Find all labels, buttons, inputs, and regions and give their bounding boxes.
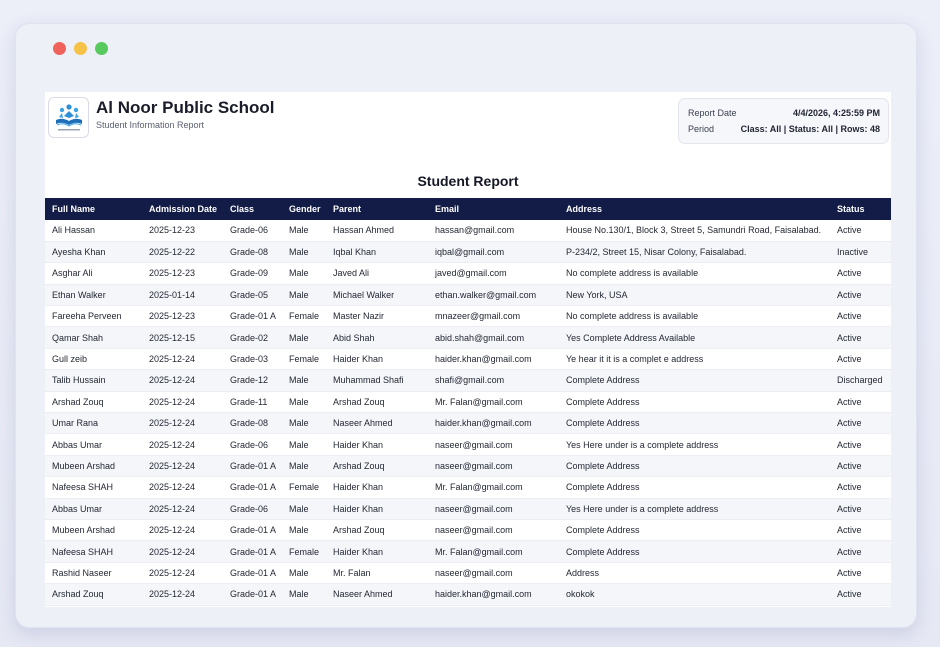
gender-cell: Male xyxy=(282,370,326,391)
gender-cell: Male xyxy=(282,263,326,284)
table-row[interactable] xyxy=(45,519,891,540)
full-name-cell: Nafeesa SHAH xyxy=(45,477,142,498)
report-subtitle: Student Information Report xyxy=(96,120,205,130)
email-cell: naseer@gmail.com xyxy=(428,498,559,519)
address-cell: New York, USA xyxy=(559,284,830,305)
gender-cell: Male xyxy=(282,220,326,241)
email-cell: Mr. Falan@gmail.com xyxy=(428,391,559,412)
parent-cell: Haider Khan xyxy=(326,498,428,519)
admission-date-cell: 2025-12-24 xyxy=(142,477,223,498)
gender-cell: Female xyxy=(282,348,326,369)
gender-cell: Male xyxy=(282,562,326,583)
parent-cell: Mr. Falan xyxy=(326,562,428,583)
gender-cell: Male xyxy=(282,241,326,262)
full-name-cell: Mubeen Arshad xyxy=(45,455,142,476)
parent-cell: Haider Khan xyxy=(326,434,428,455)
parent-cell: Arshad Zouq xyxy=(326,519,428,540)
status-cell: Active xyxy=(830,263,891,284)
gender-cell: Male xyxy=(282,284,326,305)
class-cell: Grade-05 xyxy=(223,284,282,305)
address-cell: Address xyxy=(559,562,830,583)
class-cell: Grade-11 xyxy=(223,391,282,412)
status-cell: Active xyxy=(830,220,891,241)
parent-cell: Arshad Zouq xyxy=(326,391,428,412)
admission-date-cell: 2025-01-14 xyxy=(142,284,223,305)
app-window xyxy=(15,23,917,628)
table-row[interactable] xyxy=(45,306,891,327)
class-cell: Grade-08 xyxy=(223,241,282,262)
class-cell: Grade-01 A xyxy=(223,306,282,327)
email-cell: Mr. Falan@gmail.com xyxy=(428,477,559,498)
admission-date-cell: 2025-12-24 xyxy=(142,455,223,476)
status-cell: Active xyxy=(830,519,891,540)
status-cell: Active xyxy=(830,477,891,498)
table-row[interactable] xyxy=(45,241,891,262)
admission-date-cell: 2025-12-24 xyxy=(142,348,223,369)
school-name: Al Noor Public School xyxy=(96,98,275,117)
email-cell: haider.khan@gmail.com xyxy=(428,584,559,605)
email-cell: Mr. Falan@gmail.com xyxy=(428,541,559,562)
status-cell: Active xyxy=(830,584,891,605)
email-cell: ethan.walker@gmail.com xyxy=(428,284,559,305)
parent-cell: Javed Ali xyxy=(326,263,428,284)
class-cell: Grade-06 xyxy=(223,434,282,455)
email-cell: haider.khan@gmail.com xyxy=(428,348,559,369)
class-cell: Grade-06 xyxy=(223,498,282,519)
admission-date-cell: 2025-12-24 xyxy=(142,541,223,562)
address-cell: Complete Address xyxy=(559,519,830,540)
address-cell: Complete Address xyxy=(559,413,830,434)
period-row xyxy=(688,124,880,138)
gender-cell: Male xyxy=(282,434,326,455)
gender-cell: Male xyxy=(282,455,326,476)
status-cell: Active xyxy=(830,413,891,434)
parent-cell: Abid Shah xyxy=(326,327,428,348)
table-row[interactable] xyxy=(45,455,891,476)
email-cell: hassan@gmail.com xyxy=(428,220,559,241)
parent-cell: Haider Khan xyxy=(326,348,428,369)
parent-cell: Haider Khan xyxy=(326,477,428,498)
email-cell: naseer@gmail.com xyxy=(428,455,559,476)
minimize-window-button[interactable] xyxy=(74,42,87,55)
table-row[interactable] xyxy=(45,220,891,241)
full-name-cell: Talib Hussain xyxy=(45,370,142,391)
admission-date-cell: 2025-12-24 xyxy=(142,370,223,391)
address-cell: Complete Address xyxy=(559,541,830,562)
report-date-value: 4/4/2026, 4:25:59 PM xyxy=(792,108,880,118)
email-cell: iqbal@gmail.com xyxy=(428,241,559,262)
parent-cell: Arshad Zouq xyxy=(326,455,428,476)
parent-cell: Master Nazir xyxy=(326,306,428,327)
class-cell: Grade-02 xyxy=(223,327,282,348)
table-row[interactable] xyxy=(45,370,891,391)
address-cell: Complete Address xyxy=(559,455,830,476)
period-label: Period xyxy=(688,124,715,134)
status-cell: Active xyxy=(830,284,891,305)
full-name-cell: Asghar Ali xyxy=(45,263,142,284)
parent-cell: Michael Walker xyxy=(326,284,428,305)
class-cell: Grade-01 A xyxy=(223,584,282,605)
status-cell: Active xyxy=(830,327,891,348)
full-name-cell: Fareeha Perveen xyxy=(45,306,142,327)
parent-cell: Haider Khan xyxy=(326,541,428,562)
parent-cell: Hassan Ahmed xyxy=(326,220,428,241)
report-document xyxy=(45,92,891,607)
full-name-cell: Rashid Naseer xyxy=(45,562,142,583)
admission-date-cell: 2025-12-24 xyxy=(142,391,223,412)
status-cell: Active xyxy=(830,455,891,476)
gender-cell: Male xyxy=(282,327,326,348)
report-date-row xyxy=(688,108,880,122)
full-name-cell: Qamar Shah xyxy=(45,327,142,348)
email-cell: shafi@gmail.com xyxy=(428,370,559,391)
address-cell: Complete Address xyxy=(559,370,830,391)
table-row[interactable] xyxy=(45,263,891,284)
status-cell: Inactive xyxy=(830,241,891,262)
admission-date-cell: 2025-12-15 xyxy=(142,327,223,348)
maximize-window-button[interactable] xyxy=(95,42,108,55)
table-row[interactable] xyxy=(45,541,891,562)
table-header-row xyxy=(45,198,891,220)
address-cell: okokok xyxy=(559,584,830,605)
admission-date-cell: 2025-12-22 xyxy=(142,241,223,262)
table-row[interactable] xyxy=(45,413,891,434)
table-row[interactable] xyxy=(45,434,891,455)
admission-date-cell: 2025-12-24 xyxy=(142,562,223,583)
address-cell: Complete Address xyxy=(559,391,830,412)
gender-cell: Male xyxy=(282,584,326,605)
class-cell: Grade-03 xyxy=(223,348,282,369)
table-row[interactable] xyxy=(45,498,891,519)
class-cell: Grade-01 A xyxy=(223,562,282,583)
column-header-gender[interactable]: Gender xyxy=(282,198,326,220)
parent-cell: Iqbal Khan xyxy=(326,241,428,262)
status-cell: Active xyxy=(830,391,891,412)
email-cell: mnazeer@gmail.com xyxy=(428,306,559,327)
table-row[interactable] xyxy=(45,391,891,412)
status-cell: Active xyxy=(830,541,891,562)
table-row[interactable] xyxy=(45,562,891,583)
email-cell: naseer@gmail.com xyxy=(428,562,559,583)
full-name-cell: Arshad Zouq xyxy=(45,584,142,605)
full-name-cell: Abbas Umar xyxy=(45,434,142,455)
full-name-cell: Mubeen Arshad xyxy=(45,519,142,540)
admission-date-cell: 2025-12-24 xyxy=(142,498,223,519)
email-cell: javed@gmail.com xyxy=(428,263,559,284)
full-name-cell: Ali Hassan xyxy=(45,220,142,241)
full-name-cell: Abbas Umar xyxy=(45,498,142,519)
address-cell: P-234/2, Street 15, Nisar Colony, Faisalabad. xyxy=(559,241,830,262)
class-cell: Grade-06 xyxy=(223,220,282,241)
full-name-cell: Nafeesa SHAH xyxy=(45,541,142,562)
email-cell: naseer@gmail.com xyxy=(428,519,559,540)
class-cell: Grade-12 xyxy=(223,370,282,391)
status-cell: Active xyxy=(830,348,891,369)
column-header-full-name[interactable]: Full Name xyxy=(45,198,142,220)
email-cell: abid.shah@gmail.com xyxy=(428,327,559,348)
status-cell: Active xyxy=(830,498,891,519)
class-cell: Grade-01 A xyxy=(223,455,282,476)
table-body xyxy=(45,220,891,605)
gender-cell: Female xyxy=(282,306,326,327)
admission-date-cell: 2025-12-23 xyxy=(142,306,223,327)
table-row[interactable] xyxy=(45,327,891,348)
status-cell: Active xyxy=(830,434,891,455)
column-header-address[interactable]: Address xyxy=(559,198,830,220)
address-cell: No complete address is available xyxy=(559,306,830,327)
gender-cell: Female xyxy=(282,477,326,498)
address-cell: Yes Complete Address Available xyxy=(559,327,830,348)
gender-cell: Male xyxy=(282,413,326,434)
address-cell: Yes Here under is a complete address xyxy=(559,498,830,519)
status-cell: Active xyxy=(830,306,891,327)
table-row[interactable] xyxy=(45,477,891,498)
admission-date-cell: 2025-12-24 xyxy=(142,434,223,455)
status-cell: Active xyxy=(830,562,891,583)
email-cell: naseer@gmail.com xyxy=(428,434,559,455)
full-name-cell: Arshad Zouq xyxy=(45,391,142,412)
report-date-label: Report Date xyxy=(688,108,737,118)
column-header-class[interactable]: Class xyxy=(223,198,282,220)
report-info-panel xyxy=(678,98,889,144)
column-header-parent[interactable]: Parent xyxy=(326,198,428,220)
school-logo-icon xyxy=(52,102,86,134)
admission-date-cell: 2025-12-24 xyxy=(142,584,223,605)
class-cell: Grade-09 xyxy=(223,263,282,284)
admission-date-cell: 2025-12-23 xyxy=(142,263,223,284)
window-titlebar xyxy=(16,24,916,74)
column-header-admission-date[interactable]: Admission Date xyxy=(142,198,223,220)
status-cell: Discharged xyxy=(830,370,891,391)
address-cell: Ye hear it it is a complet e address xyxy=(559,348,830,369)
gender-cell: Male xyxy=(282,519,326,540)
email-cell: haider.khan@gmail.com xyxy=(428,413,559,434)
class-cell: Grade-08 xyxy=(223,413,282,434)
period-value: Class: All | Status: All | Rows: 48 xyxy=(740,124,880,134)
report-title: Student Report xyxy=(417,173,519,189)
gender-cell: Female xyxy=(282,541,326,562)
school-logo xyxy=(48,97,89,138)
full-name-cell: Gull zeib xyxy=(45,348,142,369)
full-name-cell: Umar Rana xyxy=(45,413,142,434)
parent-cell: Naseer Ahmed xyxy=(326,413,428,434)
class-cell: Grade-01 A xyxy=(223,519,282,540)
gender-cell: Male xyxy=(282,391,326,412)
table-row[interactable] xyxy=(45,284,891,305)
table-row[interactable] xyxy=(45,348,891,369)
class-cell: Grade-01 A xyxy=(223,541,282,562)
full-name-cell: Ayesha Khan xyxy=(45,241,142,262)
parent-cell: Muhammad Shafi xyxy=(326,370,428,391)
admission-date-cell: 2025-12-24 xyxy=(142,413,223,434)
table-row[interactable] xyxy=(45,584,891,605)
full-name-cell: Ethan Walker xyxy=(45,284,142,305)
address-cell: No complete address is available xyxy=(559,263,830,284)
admission-date-cell: 2025-12-23 xyxy=(142,220,223,241)
parent-cell: Naseer Ahmed xyxy=(326,584,428,605)
class-cell: Grade-01 A xyxy=(223,477,282,498)
address-cell: House No.130/1, Block 3, Street 5, Samundri Road, Faisalabad. xyxy=(559,220,830,241)
address-cell: Complete Address xyxy=(559,477,830,498)
admission-date-cell: 2025-12-24 xyxy=(142,519,223,540)
gender-cell: Male xyxy=(282,498,326,519)
column-header-status[interactable]: Status xyxy=(830,198,891,220)
student-table xyxy=(45,198,891,606)
address-cell: Yes Here under is a complete address xyxy=(559,434,830,455)
column-header-email[interactable]: Email xyxy=(428,198,559,220)
close-window-button[interactable] xyxy=(53,42,66,55)
